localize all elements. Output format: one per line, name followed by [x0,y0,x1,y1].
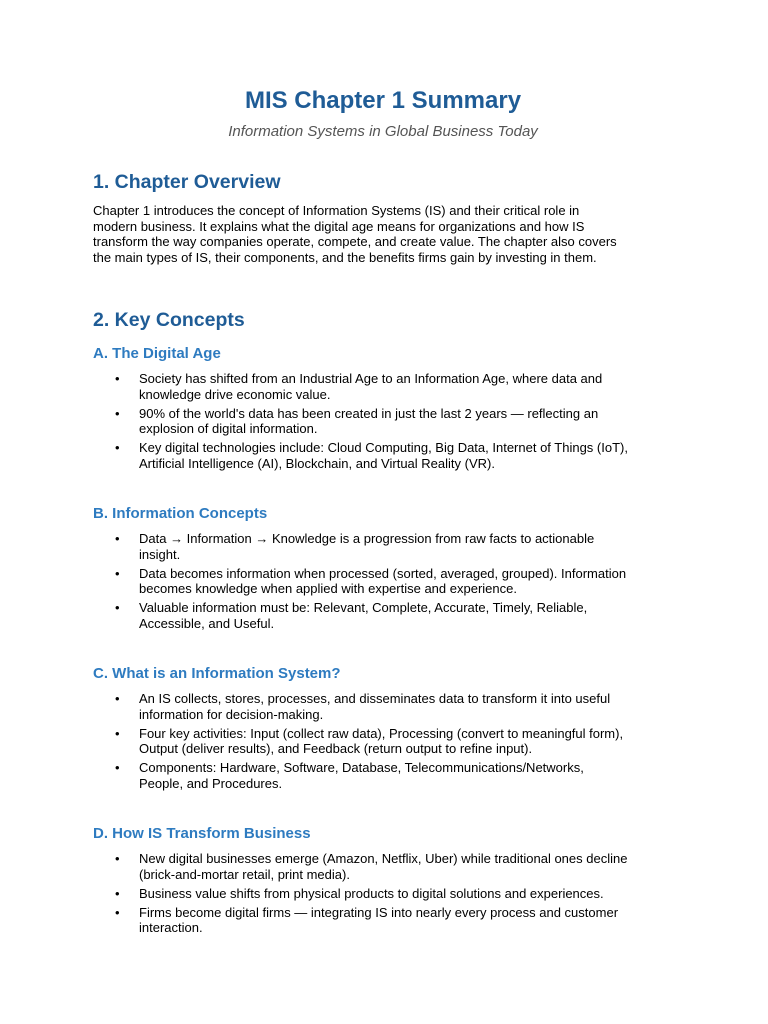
bullet-marker: • [115,904,120,920]
document-subtitle: Information Systems in Global Business Today [228,123,538,140]
subsection-heading-what-is-is: C. What is an Information System? [93,665,341,682]
bullet-marker: • [115,760,120,775]
how-is-transform-list [93,851,679,939]
list-item: • Valuable information must be: Relevant, Complete, Accurate, Timely, Reliable, Accessible, and Useful. [115,600,588,631]
bullet-marker: • [115,371,120,386]
bullet-marker: • [115,691,120,706]
subsection-heading-information-concepts: B. Information Concepts [93,505,268,522]
bullet-marker: • [115,725,120,741]
list-item: • Key digital technologies include: Cloud Computing, Big Data, Internet of Things (IoT), Artificial Intelligence (AI), Blockchain, and Virtual Reality (VR). [115,440,628,471]
bullet-marker: • [115,565,120,581]
list-item: • Data → Information → Knowledge is a progression from raw facts to actionable insight. [115,531,595,562]
document-title: MIS Chapter 1 Summary [244,87,522,114]
list-item: • Firms become digital firms — integrating IS into nearly every process and customer interaction. [115,904,619,935]
list-item: • Society has shifted from an Industrial Age to an Information Age, where data and knowledge drive economic value. [115,371,603,402]
list-item: • Components: Hardware, Software, Database, Telecommunications/Networks, People, and Procedures. [115,760,584,791]
list-item: • New digital businesses emerge (Amazon, Netflix, Uber) while traditional ones decline (brick-and-mortar retail, print media). [115,851,628,882]
overview-line: transform the way companies operate, compete, and create value. The chapter also covers [93,234,617,249]
bullet-marker: • [115,885,120,901]
section-heading-overview: 1. Chapter Overview [93,171,281,193]
list-item: • 90% of the world's data has been created in just the last 2 years — reflecting an explosion of digital information. [115,405,599,436]
list-item: • An IS collects, stores, processes, and disseminates data to transform it into useful information for decision-making. [115,691,611,722]
list-item: • Data becomes information when processed (sorted, averaged, grouped). Information becomes knowledge when applied with expertise and experience. [115,565,627,596]
subsection-heading-how-is-transform: D. How IS Transform Business [93,825,311,842]
subsection-heading-digital-age: A. The Digital Age [93,345,221,362]
bullet-marker: • [115,405,120,421]
bullet-marker: • [115,600,120,615]
overview-line: Chapter 1 introduces the concept of Information Systems (IS) and their critical role in [93,203,580,218]
overview-line: the main types of IS, their components, and the benefits firms gain by investing in them. [93,249,597,265]
overview-paragraph [93,203,663,265]
list-item: • Business value shifts from physical products to digital solutions and experiences. [115,885,604,901]
section-heading-key-concepts: 2. Key Concepts [93,309,245,331]
bullet-marker: • [115,851,120,866]
bullet-marker: • [115,531,120,546]
list-item: • Four key activities: Input (collect raw data), Processing (convert to meaningful form), Output (deliver results), and Feedback (return output to refine input). [115,725,624,756]
what-is-is-list [93,691,679,795]
information-concepts-list [93,531,679,635]
bullet-marker: • [115,440,120,455]
digital-age-list [93,371,679,475]
overview-line: modern business. It explains what the digital age means for organizations and how IS [93,218,585,234]
